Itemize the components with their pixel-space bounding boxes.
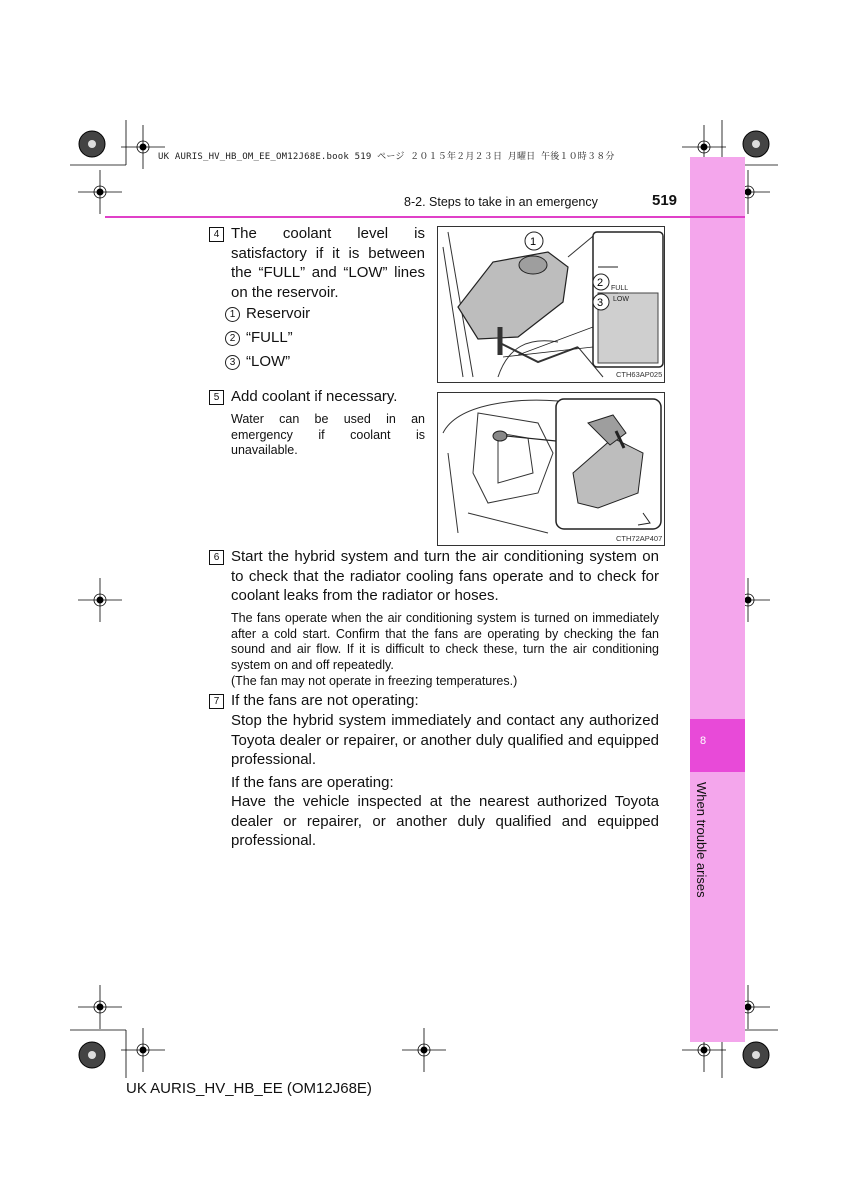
chapter-label: When trouble arises <box>694 782 709 898</box>
callout-number: 2 <box>225 331 240 346</box>
print-info-line: UK AURIS_HV_HB_OM_EE_OM12J68E.book 519 ページ ２０１５年２月２３日 月曜日 午後１０時３８分 <box>158 152 615 162</box>
callout-number: 1 <box>225 307 240 322</box>
callout-1: 1 <box>530 236 537 248</box>
step-6-text: Start the hybrid system and turn the air conditioning system on to check that the radiator cooling fans operate and to check for coolant leaks from the radiator or hoses. <box>231 548 659 604</box>
reservoir-drawing <box>438 227 664 382</box>
section-title: 8-2. Steps to take in an emergency <box>404 195 598 209</box>
step-5-note: Water can be used in an emergency if coolant is unavailable. <box>231 412 425 457</box>
step-7-condition-2: If the fans are operating: <box>231 774 394 791</box>
legend-item-full <box>225 329 293 346</box>
step-7-action-2: Have the vehicle inspected at the nearest authorized Toyota dealer or repairer, or another duly qualified and equipped professional. <box>231 793 659 849</box>
full-mark: FULL <box>611 285 629 292</box>
figure-code: CTH63AP025 <box>616 370 663 379</box>
callout-number: 3 <box>225 355 240 370</box>
chapter-side-tab <box>690 157 745 1042</box>
step-number-box: 4 <box>209 227 224 242</box>
step-number-box: 7 <box>209 694 224 709</box>
step-6-note-2: (The fan may not operate in freezing temperatures.) <box>231 674 518 688</box>
legend-label: “FULL” <box>246 329 293 346</box>
step-4-text: The coolant level is satisfactory if it is between the “FULL” and “LOW” lines on the reservoir. <box>231 225 425 301</box>
step-7-condition-1: If the fans are not operating: <box>231 692 419 709</box>
legend-item-low <box>225 353 290 370</box>
reservoir-illustration <box>437 226 665 383</box>
step-number-box: 5 <box>209 390 224 405</box>
legend-label: Reservoir <box>246 305 311 322</box>
step-5-text: Add coolant if necessary. <box>231 388 398 405</box>
engine-bay-drawing <box>438 393 664 545</box>
step-number-box: 6 <box>209 550 224 565</box>
engine-bay-illustration <box>437 392 665 546</box>
callout-3: 3 <box>597 297 604 309</box>
footer-model-code: UK AURIS_HV_HB_EE (OM12J68E) <box>126 1080 372 1097</box>
header-rule <box>105 216 745 218</box>
page-number: 519 <box>652 192 678 209</box>
legend-item-reservoir <box>225 305 310 322</box>
step-7-action-1: Stop the hybrid system immediately and contact any authorized Toyota dealer or repairer, or another duly qualified and equipped professional. <box>231 712 659 768</box>
legend-label: “LOW” <box>246 353 291 370</box>
low-mark: LOW <box>613 296 629 303</box>
callout-2: 2 <box>597 277 604 289</box>
step-6-note: The fans operate when the air conditioning system is turned on immediately after a cold start. Confirm that the fans are operating by checking the fan sound and air flow. If it is difficult to check these, turn the air conditioning system on and off repeatedly. <box>231 611 659 672</box>
figure-code: CTH72AP407 <box>616 534 663 543</box>
chapter-number: 8 <box>700 735 707 747</box>
chapter-number-tab <box>690 719 745 772</box>
